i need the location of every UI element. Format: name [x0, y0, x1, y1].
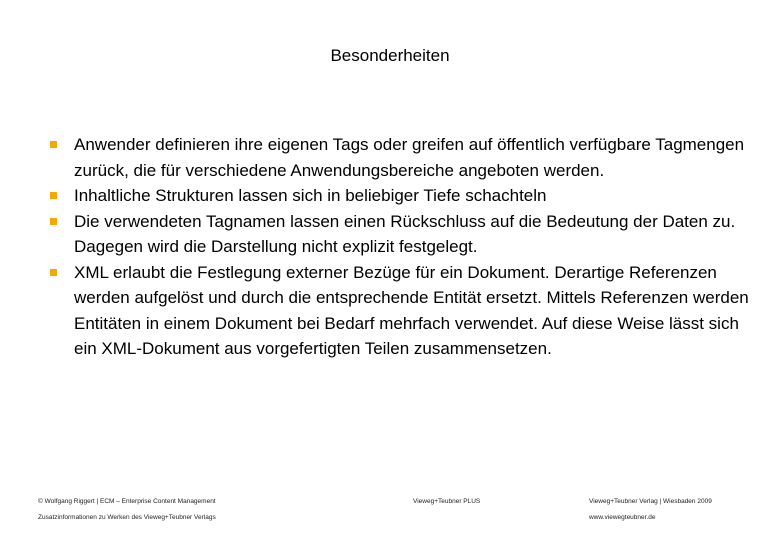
footer-publisher [589, 497, 712, 529]
square-bullet-icon [50, 192, 57, 199]
footer-brand-line: Vieweg+Teubner PLUS [413, 498, 481, 505]
bullet-item [50, 132, 750, 183]
footer-info-line: Zusatzinformationen zu Werken des Vieweg+Teubner Verlags [38, 514, 216, 521]
bullet-list [50, 132, 750, 362]
bullet-item [50, 260, 750, 362]
bullet-text: Anwender definieren ihre eigenen Tags oder greifen auf öffentlich verfügbare Tagmengen zurück, die für verschiedene Anwendungsbereiche angeboten werden. [74, 135, 745, 180]
square-bullet-icon [50, 269, 57, 276]
slide-title: Besonderheiten [330, 46, 450, 65]
square-bullet-icon [50, 218, 57, 225]
bullet-text: Inhaltliche Strukturen lassen sich in beliebiger Tiefe schachteln [74, 186, 547, 205]
bullet-item [50, 209, 750, 260]
bullet-text: Die verwendeten Tagnamen lassen einen Rückschluss auf die Bedeutung der Daten zu. Dagegen wird die Darstellung nicht explizit festgelegt. [74, 211, 736, 256]
bullet-text: XML erlaubt die Festlegung externer Bezüge für ein Dokument. Derartige Referenzen werden aufgelöst und durch die entsprechende Entität ersetzt. Mittels Referenzen werden Entitäten in einem Dokument bei Bedarf mehrfach verwendet. Auf diese Weise lässt sich ein XML-Dokument aus vorgefertigten Teilen zusammensetzen. [74, 262, 749, 358]
footer-copyright [38, 497, 216, 529]
footer-copyright-line: © Wolfgang Riggert | ECM – Enterprise Content Management [38, 498, 216, 505]
square-bullet-icon [50, 141, 57, 148]
footer-website-link[interactable]: www.viewegteubner.de [589, 514, 656, 521]
footer-brand [413, 497, 480, 513]
bullet-item [50, 183, 750, 209]
footer-publisher-line: Vieweg+Teubner Verlag | Wiesbaden 2009 [589, 498, 712, 505]
